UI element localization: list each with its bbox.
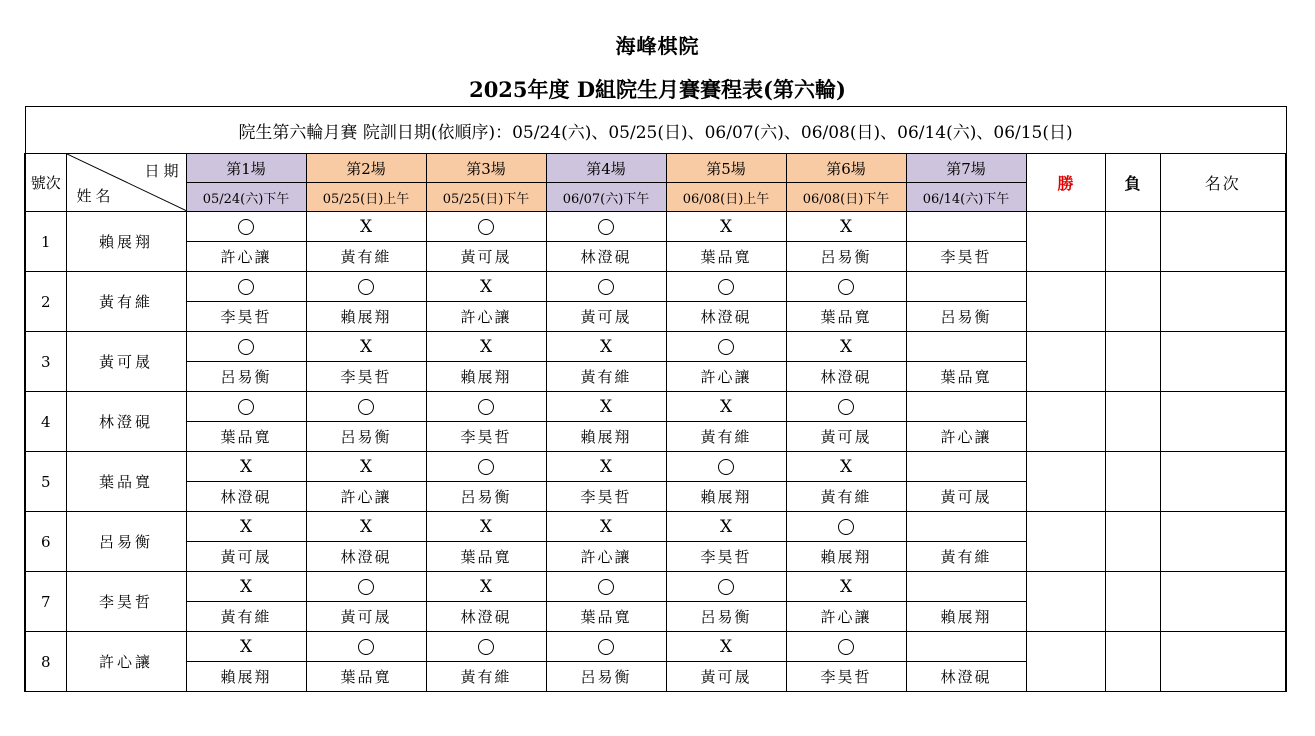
opponent-name: 呂易衡 bbox=[426, 482, 546, 512]
opponent-name: 黃可晟 bbox=[906, 482, 1026, 512]
opponent-name: 賴展翔 bbox=[306, 302, 426, 332]
opponent-name: 葉品寬 bbox=[186, 422, 306, 452]
lose-count bbox=[1105, 632, 1160, 692]
circle-icon bbox=[718, 579, 734, 595]
round-1-date: 05/24(六)下午 bbox=[186, 183, 306, 212]
match-result: X bbox=[186, 572, 306, 602]
opponent-name: 黃有維 bbox=[906, 542, 1026, 572]
opponent-name: 林澄硯 bbox=[546, 242, 666, 272]
player-number: 7 bbox=[25, 572, 66, 632]
opponent-name: 黃可晟 bbox=[426, 242, 546, 272]
opponent-name: 賴展翔 bbox=[906, 602, 1026, 632]
rank-value bbox=[1160, 272, 1286, 332]
circle-icon bbox=[598, 639, 614, 655]
win-count bbox=[1026, 632, 1105, 692]
match-result: X bbox=[786, 452, 906, 482]
match-result: X bbox=[786, 332, 906, 362]
org-title: 海峰棋院 bbox=[615, 34, 700, 58]
match-result bbox=[906, 452, 1026, 482]
match-result: X bbox=[186, 452, 306, 482]
player-number: 3 bbox=[25, 332, 66, 392]
match-result: X bbox=[186, 512, 306, 542]
match-result: X bbox=[546, 392, 666, 422]
round-1-label: 第1場 bbox=[186, 154, 306, 183]
player-name: 林澄硯 bbox=[66, 392, 186, 452]
opponent-name: 呂易衡 bbox=[666, 602, 786, 632]
player-row bbox=[25, 632, 1286, 662]
match-result bbox=[906, 272, 1026, 302]
lose-count bbox=[1105, 512, 1160, 572]
opponent-name: 賴展翔 bbox=[186, 662, 306, 692]
date-name-header bbox=[66, 154, 186, 212]
win-circle-icon bbox=[546, 212, 666, 242]
player-name: 呂易衡 bbox=[66, 512, 186, 572]
win-circle-icon bbox=[426, 632, 546, 662]
match-result: X bbox=[426, 332, 546, 362]
win-circle-icon bbox=[426, 392, 546, 422]
match-result: X bbox=[666, 512, 786, 542]
player-name: 葉品寬 bbox=[66, 452, 186, 512]
opponent-name: 李昊哲 bbox=[306, 362, 426, 392]
opponent-name: 葉品寬 bbox=[666, 242, 786, 272]
opponent-name: 呂易衡 bbox=[906, 302, 1026, 332]
win-circle-icon bbox=[666, 332, 786, 362]
match-result: X bbox=[666, 632, 786, 662]
match-result bbox=[906, 332, 1026, 362]
round-4-label: 第4場 bbox=[546, 154, 666, 183]
player-row bbox=[25, 332, 1286, 362]
opponent-name: 許心讓 bbox=[906, 422, 1026, 452]
circle-icon bbox=[598, 219, 614, 235]
circle-icon bbox=[478, 639, 494, 655]
opponent-name: 李昊哲 bbox=[186, 302, 306, 332]
win-circle-icon bbox=[786, 392, 906, 422]
match-result bbox=[906, 212, 1026, 242]
win-circle-icon bbox=[186, 392, 306, 422]
circle-icon bbox=[598, 279, 614, 295]
circle-icon bbox=[238, 399, 254, 415]
opponent-name: 葉品寬 bbox=[426, 542, 546, 572]
match-result: X bbox=[666, 212, 786, 242]
match-result: X bbox=[426, 272, 546, 302]
lose-count bbox=[1105, 272, 1160, 332]
player-row bbox=[25, 512, 1286, 542]
circle-icon bbox=[358, 279, 374, 295]
lose-count bbox=[1105, 392, 1160, 452]
opponent-name: 呂易衡 bbox=[786, 242, 906, 272]
training-dates-banner: 院生第六輪月賽 院訓日期(依順序)：05/24(六)、05/25(日)、06/07(六)、06/08(日)、06/14(六)、06/15(日) bbox=[25, 107, 1286, 154]
opponent-name: 林澄硯 bbox=[426, 602, 546, 632]
match-result: X bbox=[306, 452, 426, 482]
player-name: 許心讓 bbox=[66, 632, 186, 692]
win-circle-icon bbox=[666, 572, 786, 602]
circle-icon bbox=[838, 519, 854, 535]
win-circle-icon bbox=[546, 632, 666, 662]
circle-icon bbox=[358, 399, 374, 415]
match-result: X bbox=[546, 452, 666, 482]
win-circle-icon bbox=[666, 272, 786, 302]
lose-count bbox=[1105, 332, 1160, 392]
opponent-name: 林澄硯 bbox=[306, 542, 426, 572]
opponent-name: 黃可晟 bbox=[306, 602, 426, 632]
opponent-name: 李昊哲 bbox=[786, 662, 906, 692]
opponent-name: 黃有維 bbox=[426, 662, 546, 692]
win-count bbox=[1026, 392, 1105, 452]
match-result: X bbox=[306, 332, 426, 362]
round-7-label: 第7場 bbox=[906, 154, 1026, 183]
win-circle-icon bbox=[786, 512, 906, 542]
opponent-name: 葉品寬 bbox=[546, 602, 666, 632]
win-circle-icon bbox=[186, 272, 306, 302]
player-row bbox=[25, 572, 1286, 602]
player-number: 4 bbox=[25, 392, 66, 452]
round-2-date: 05/25(日)上午 bbox=[306, 183, 426, 212]
player-name: 黃有維 bbox=[66, 272, 186, 332]
opponent-name: 黃有維 bbox=[546, 362, 666, 392]
circle-icon bbox=[358, 579, 374, 595]
opponent-name: 葉品寬 bbox=[786, 302, 906, 332]
lose-header: 負 bbox=[1105, 154, 1160, 212]
opponent-name: 林澄硯 bbox=[186, 482, 306, 512]
opponent-name: 許心讓 bbox=[666, 362, 786, 392]
match-result: X bbox=[306, 512, 426, 542]
circle-icon bbox=[838, 639, 854, 655]
match-result: X bbox=[306, 212, 426, 242]
opponent-name: 呂易衡 bbox=[306, 422, 426, 452]
win-circle-icon bbox=[426, 212, 546, 242]
match-result bbox=[906, 632, 1026, 662]
rank-value bbox=[1160, 212, 1286, 272]
match-result: X bbox=[546, 512, 666, 542]
match-result: X bbox=[666, 392, 786, 422]
opponent-name: 林澄硯 bbox=[666, 302, 786, 332]
win-circle-icon bbox=[306, 392, 426, 422]
circle-icon bbox=[598, 579, 614, 595]
match-result: X bbox=[426, 572, 546, 602]
round-7-date: 06/14(六)下午 bbox=[906, 183, 1026, 212]
win-circle-icon bbox=[786, 272, 906, 302]
player-name: 黃可晟 bbox=[66, 332, 186, 392]
player-number: 2 bbox=[25, 272, 66, 332]
opponent-name: 李昊哲 bbox=[666, 542, 786, 572]
player-row bbox=[25, 392, 1286, 422]
opponent-name: 葉品寬 bbox=[306, 662, 426, 692]
player-number: 8 bbox=[25, 632, 66, 692]
lose-count bbox=[1105, 212, 1160, 272]
opponent-name: 李昊哲 bbox=[426, 422, 546, 452]
win-circle-icon bbox=[306, 572, 426, 602]
opponent-name: 許心讓 bbox=[426, 302, 546, 332]
match-result: X bbox=[546, 332, 666, 362]
round-6-label: 第6場 bbox=[786, 154, 906, 183]
date-label: 日期 bbox=[144, 162, 183, 180]
win-count bbox=[1026, 572, 1105, 632]
player-row bbox=[25, 212, 1286, 242]
round-4-date: 06/07(六)下午 bbox=[546, 183, 666, 212]
match-result: X bbox=[786, 572, 906, 602]
opponent-name: 呂易衡 bbox=[546, 662, 666, 692]
opponent-name: 李昊哲 bbox=[906, 242, 1026, 272]
opponent-name: 賴展翔 bbox=[546, 422, 666, 452]
circle-icon bbox=[838, 399, 854, 415]
win-circle-icon bbox=[666, 452, 786, 482]
opponent-name: 賴展翔 bbox=[786, 542, 906, 572]
win-count bbox=[1026, 272, 1105, 332]
win-count bbox=[1026, 452, 1105, 512]
match-result: X bbox=[426, 512, 546, 542]
schedule-table bbox=[24, 106, 1287, 692]
rank-value bbox=[1160, 332, 1286, 392]
opponent-name: 黃有維 bbox=[786, 482, 906, 512]
lose-count bbox=[1105, 452, 1160, 512]
opponent-name: 許心讓 bbox=[186, 242, 306, 272]
rank-value bbox=[1160, 572, 1286, 632]
circle-icon bbox=[478, 399, 494, 415]
rank-value bbox=[1160, 392, 1286, 452]
opponent-name: 許心讓 bbox=[306, 482, 426, 512]
opponent-name: 賴展翔 bbox=[666, 482, 786, 512]
win-circle-icon bbox=[186, 332, 306, 362]
rank-value bbox=[1160, 452, 1286, 512]
round-6-date: 06/08(日)下午 bbox=[786, 183, 906, 212]
opponent-name: 黃可晟 bbox=[666, 662, 786, 692]
name-label: 姓名 bbox=[76, 187, 115, 205]
player-row bbox=[25, 272, 1286, 302]
match-result bbox=[906, 392, 1026, 422]
opponent-name: 黃可晟 bbox=[546, 302, 666, 332]
win-circle-icon bbox=[306, 272, 426, 302]
circle-icon bbox=[478, 219, 494, 235]
circle-icon bbox=[238, 279, 254, 295]
rank-header: 名次 bbox=[1160, 154, 1286, 212]
win-circle-icon bbox=[546, 572, 666, 602]
round-3-date: 05/25(日)下午 bbox=[426, 183, 546, 212]
win-circle-icon bbox=[186, 212, 306, 242]
win-count bbox=[1026, 212, 1105, 272]
circle-icon bbox=[718, 339, 734, 355]
opponent-name: 林澄硯 bbox=[906, 662, 1026, 692]
circle-icon bbox=[718, 459, 734, 475]
round-5-label: 第5場 bbox=[666, 154, 786, 183]
number-header: 號次 bbox=[25, 154, 66, 212]
opponent-name: 黃可晟 bbox=[186, 542, 306, 572]
circle-icon bbox=[238, 219, 254, 235]
lose-count bbox=[1105, 572, 1160, 632]
circle-icon bbox=[358, 639, 374, 655]
opponent-name: 許心讓 bbox=[786, 602, 906, 632]
opponent-name: 黃有維 bbox=[186, 602, 306, 632]
opponent-name: 李昊哲 bbox=[546, 482, 666, 512]
circle-icon bbox=[718, 279, 734, 295]
circle-icon bbox=[838, 279, 854, 295]
match-result: X bbox=[186, 632, 306, 662]
player-name: 李昊哲 bbox=[66, 572, 186, 632]
rank-value bbox=[1160, 512, 1286, 572]
round-3-label: 第3場 bbox=[426, 154, 546, 183]
player-name: 賴展翔 bbox=[66, 212, 186, 272]
player-number: 5 bbox=[25, 452, 66, 512]
rank-value bbox=[1160, 632, 1286, 692]
opponent-name: 葉品寬 bbox=[906, 362, 1026, 392]
circle-icon bbox=[478, 459, 494, 475]
opponent-name: 許心讓 bbox=[546, 542, 666, 572]
win-count bbox=[1026, 512, 1105, 572]
match-result bbox=[906, 572, 1026, 602]
opponent-name: 賴展翔 bbox=[426, 362, 546, 392]
opponent-name: 黃有維 bbox=[306, 242, 426, 272]
schedule-title: 2025年度 D組院生月賽賽程表(第六輪) bbox=[469, 77, 846, 102]
opponent-name: 黃有維 bbox=[666, 422, 786, 452]
circle-icon bbox=[238, 339, 254, 355]
win-count bbox=[1026, 332, 1105, 392]
win-circle-icon bbox=[786, 632, 906, 662]
player-number: 1 bbox=[25, 212, 66, 272]
player-row bbox=[25, 452, 1286, 482]
win-circle-icon bbox=[306, 632, 426, 662]
opponent-name: 林澄硯 bbox=[786, 362, 906, 392]
opponent-name: 黃可晟 bbox=[786, 422, 906, 452]
player-number: 6 bbox=[25, 512, 66, 572]
win-header: 勝 bbox=[1026, 154, 1105, 212]
win-circle-icon bbox=[426, 452, 546, 482]
win-circle-icon bbox=[546, 272, 666, 302]
round-2-label: 第2場 bbox=[306, 154, 426, 183]
match-result bbox=[906, 512, 1026, 542]
round-5-date: 06/08(日)上午 bbox=[666, 183, 786, 212]
opponent-name: 呂易衡 bbox=[186, 362, 306, 392]
match-result: X bbox=[786, 212, 906, 242]
